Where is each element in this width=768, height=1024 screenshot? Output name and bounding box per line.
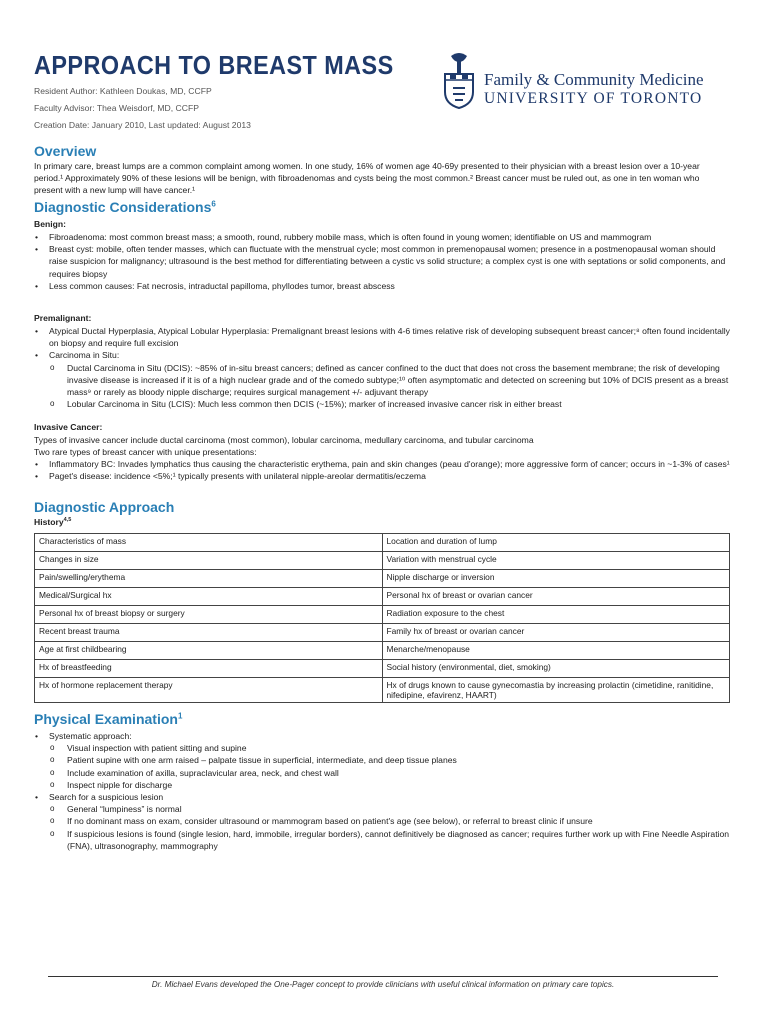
list-subitem: o Ductal Carcinoma in Situ (DCIS): ~85% of in-situ breast cancers; defined as cancer confined to the duct that does not cross the basement membrane; the risk of developing invasive disease is increased if it is of a high nuclear grade and of the comedo subtype;¹⁰ often asymptomatic and detected on screening but 10% of DCIS present as a breast mass⁹ or rarely as bloody nipple discharge; requires surgical management +/- adjuvant therapy [34,362,734,399]
list-subitem: o General “lumpiness” is normal [34,803,734,815]
table-row [35,624,730,642]
premalignant-list [34,325,734,410]
physical-exam-list [34,730,734,852]
physical-exam-heading [34,711,182,727]
history-text: History [34,517,64,527]
list-item: • Atypical Ductal Hyperplasia, Atypical Lobular Hyperplasia: Premalignant breast lesions with 4-6 times relative risk of developing subsequent breast cancer;⁸ often found incidentally on biopsy and require full excision [34,325,734,349]
list-subitem: o Patient supine with one arm raised – palpate tissue in superficial, intermediate, and deep tissue planes [34,754,734,766]
premalignant-label: Premalignant: [34,313,92,323]
benign-list [34,231,734,292]
table-row [35,588,730,606]
list-subitem: o Lobular Carcinoma in Situ (LCIS): Much less common then DCIS (~15%); marker of increased invasive cancer risk in either breast [34,398,734,410]
list-item: • Search for a suspicious lesion [34,791,734,803]
heading-text: Physical Examination [34,711,178,727]
diagnostic-considerations-heading [34,199,216,215]
list-item: • Breast cyst: mobile, often tender masses, which can fluctuate with the menstrual cycle; most common in premenopausal women; presence in a postmenopausal woman should raise suspicion for malignancy; ultrasound is the best method for differentiating between a cystic vs solid structure; a complex cyst is one with septations or solid components, and requires biopsy [34,243,734,280]
invasive-list [34,458,734,482]
table-cell: Variation with menstrual cycle [382,552,730,570]
list-subitem: o If no dominant mass on exam, consider ultrasound or mammogram based on patient's age (see below), or referral to breast clinic if unsure [34,815,734,827]
table-cell: Personal hx of breast biopsy or surgery [35,606,383,624]
table-row [35,570,730,588]
list-item: • Less common causes: Fat necrosis, intraductal papilloma, phyllodes tumor, breast abscess [34,280,734,292]
table-cell: Age at first childbearing [35,642,383,660]
table-cell: Characteristics of mass [35,534,383,552]
page-title: APPROACH TO BREAST MASS [34,50,394,80]
crest-icon [442,52,476,110]
table-row [35,606,730,624]
university-logo [442,52,737,114]
footer-divider [48,976,718,977]
footer-note: Dr. Michael Evans developed the One-Pager concept to provide clinicians with useful clinical information on primary care topics. [151,980,615,989]
invasive-text: Two rare types of breast cancer with unique presentations: [34,447,257,457]
benign-label: Benign: [34,219,66,229]
history-ref: 4,5 [63,517,72,524]
advisor-line: Faculty Advisor: Thea Weisdorf, MD, CCFP [34,103,199,113]
invasive-text: Types of invasive cancer include ductal carcinoma (most common), lobular carcinoma, medullary carcinoma, and tubular carcinoma [34,435,534,445]
author-line: Resident Author: Kathleen Doukas, MD, CCFP [34,86,212,96]
table-row [35,678,730,703]
list-item: • Systematic approach: [34,730,734,742]
table-cell: Social history (environmental, diet, smoking) [382,660,730,678]
table-cell: Medical/Surgical hx [35,588,383,606]
heading-text: Diagnostic Considerations [34,199,212,215]
heading-ref: 1 [177,711,183,721]
list-item: • Fibroadenoma: most common breast mass; a smooth, round, rubbery mobile mass, which is often found in young women; identifiable on US and mammogram [34,231,734,243]
table-cell: Recent breast trauma [35,624,383,642]
list-subitem: o Visual inspection with patient sitting and supine [34,742,734,754]
list-subitem: o Include examination of axilla, supraclavicular area, neck, and chest wall [34,767,734,779]
logo-department: Family & Community Medicine [484,70,704,89]
list-item: • Inflammatory BC: Invades lymphatics thus causing the characteristic erythema, pain and skin changes (peau d'orange); more aggressive form of cancer; occurs in ~1-3% of cases¹ [34,458,734,470]
history-table [34,533,730,703]
table-cell: Location and duration of lump [382,534,730,552]
table-cell: Menarche/menopause [382,642,730,660]
table-cell: Hx of drugs known to cause gynecomastia by increasing prolactin (cimetidine, ranitidine, nifedipine, efavirenz, HAART) [382,678,730,703]
table-cell: Personal hx of breast or ovarian cancer [382,588,730,606]
table-cell: Radiation exposure to the chest [382,606,730,624]
table-cell: Pain/swelling/erythema [35,570,383,588]
list-item: • Carcinoma in Situ: [34,349,734,361]
table-cell: Hx of breastfeeding [35,660,383,678]
list-item: • Paget's disease: incidence <5%;¹ typically presents with unilateral nipple-areolar dermatitis/eczema [34,470,734,482]
table-row [35,534,730,552]
table-cell: Hx of hormone replacement therapy [35,678,383,703]
overview-text: In primary care, breast lumps are a common complaint among women. In one study, 16% of women age 40-69y presented to their physician with a breast lesion over a 10-year period.¹ Approximately 90% of these lesions will be benign, with fibroadenomas and cysts being the most common.² Breast cancer must be ruled out, as one in ten woman who present with a new lump will have cancer.¹ [34,161,700,196]
table-cell: Nipple discharge or inversion [382,570,730,588]
invasive-label: Invasive Cancer: [34,422,103,432]
list-subitem: o If suspicious lesions is found (single lesion, hard, immobile, irregular borders), cannot definitively be diagnosed as cancer; requires further work up with Fine Needle Aspiration (FNA), ultrasonography, mammography [34,828,734,852]
list-subitem: o Inspect nipple for discharge [34,779,734,791]
heading-ref: 6 [211,199,216,209]
overview-heading: Overview [34,143,97,159]
table-row [35,642,730,660]
table-row [35,552,730,570]
table-cell: Family hx of breast or ovarian cancer [382,624,730,642]
diagnostic-approach-heading: Diagnostic Approach [34,499,175,515]
logo-university: UNIVERSITY OF TORONTO [484,90,703,107]
history-label [34,517,71,527]
date-line: Creation Date: January 2010, Last updated: August 2013 [34,120,251,130]
table-row [35,660,730,678]
table-cell: Changes in size [35,552,383,570]
